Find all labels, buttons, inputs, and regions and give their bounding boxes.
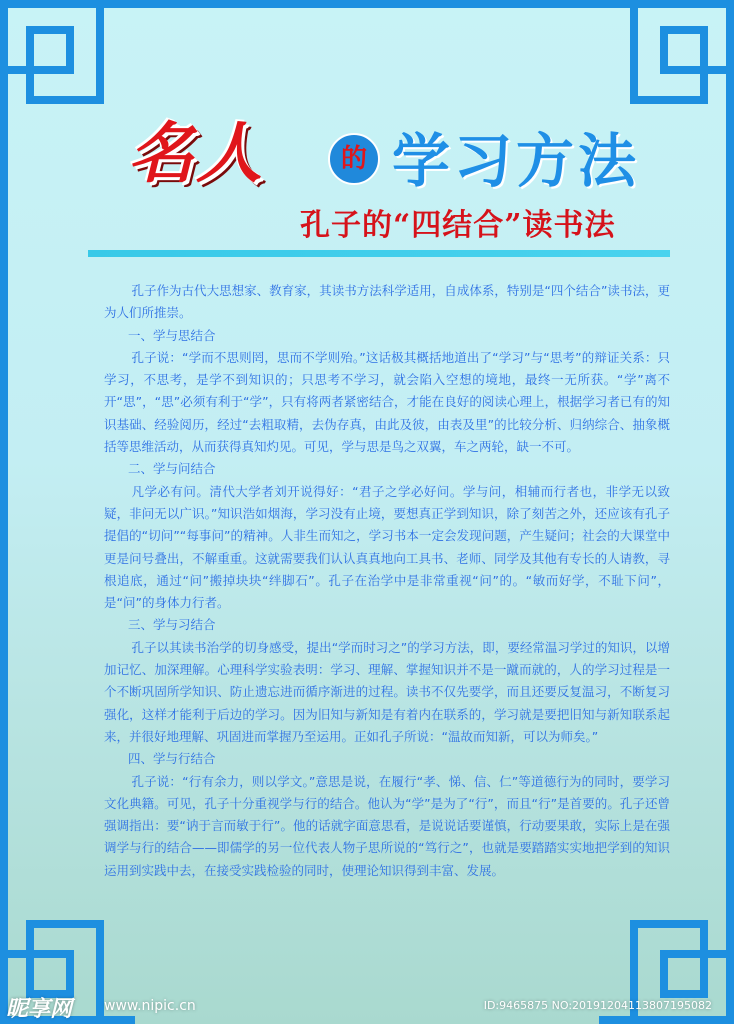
title-famous-people: 名人 [128, 115, 264, 192]
watermark-url: www.nipic.cn [104, 998, 196, 1014]
section-heading: 四、学与行结合 [128, 751, 216, 767]
watermark-id: ID:9465875 NO:20191204113807195082 [483, 999, 712, 1012]
page-title [120, 98, 680, 198]
frame-left-border [0, 115, 8, 915]
title-connector-badge: 的 [328, 133, 380, 185]
watermark-logo: 昵享网 [6, 997, 73, 1022]
section-heading: 一、学与思结合 [128, 327, 216, 343]
article-body [104, 280, 670, 882]
page-subtitle: 孔子的“四结合”读书法 [300, 208, 616, 243]
section-paragraph: 孔子说：“行有余力，则以学文。”意思是说，在履行“孝、悌、信、仁”等道德行为的同时，要学习文化典籍。可见，孔子十分重视学与行的结合。他认为“学”是为了“行”，而且“行”是首要的。孔子还曾强调指出：要“讷于言而敏于行”。他的话就字面意思看，是说说话要谨慎，行动要果敢，实际上是在强调学与行的结合——即儒学的另一位代表人物子思所说的“笃行之”，也就是要踏踏实实地把学到的知识运用到实践中去，在接受实践检验的同时，使理论知识得到丰富、发展。 [104, 773, 670, 878]
frame-right-border [726, 115, 734, 915]
section-paragraph: 孔子以其读书治学的切身感受，提出“学而时习之”的学习方法，即，要经常温习学过的知识，以增加记忆、加深理解。心理科学实验表明：学习、理解、掌握知识并不是一蹴而就的，人的学习过程是一个不断巩固所学知识、防止遗忘进而循序渐进的过程。读书不仅先要学，而且还要反复温习，不断复习强化，这样才能利于后边的学习。因为旧知与新知是有着内在联系的，学习就是要把旧知与新知联系起来，并很好地理解、巩固进而掌握乃至运用。正如孔子所说：“温故而知新，可以为师矣。” [104, 639, 670, 744]
frame-top-border [135, 0, 647, 8]
section-paragraph: 凡学必有问。清代大学者刘开说得好：“君子之学必好问。学与问，相辅而行者也，非学无以致疑，非问无以广识。”知识浩如烟海，学习没有止境，要想真正学到知识，除了刻苦之外，还应该有孔子提倡的“切问”“每事问”的精神。人非生而知之，学习书本一定会发现问题，产生疑问；社会的大课堂中更是问号叠出，不解重重。这就需要我们认认真真地向工具书、老师、同学及其他有专长的人请教，寻根追底，通过“问”搬掉块块“绊脚石”。孔子在治学中是非常重视“问”的。“敏而好学，不耻下问”，是“问”的身体力行者。 [104, 483, 670, 611]
article-intro: 孔子作为古代大思想家、教育家，其读书方法科学适用，自成体系，特别是“四个结合”读书法，更为人们所推崇。 [104, 283, 670, 321]
section-heading: 三、学与习结合 [128, 617, 216, 633]
title-learning-method: 学习方法 [392, 127, 641, 195]
corner-ornament-top-left [0, 0, 135, 135]
section-heading: 二、学与问结合 [128, 461, 216, 477]
section-paragraph: 孔子说：“学而不思则罔，思而不学则殆。”这话极其概括地道出了“学习”与“思考”的辩证关系：只学习，不思考，是学不到知识的；只思考不学习，就会陷入空想的境地，最终一无所获。“学”离不开“思”，“思”必须有利于“学”，只有将两者紧密结合，才能在良好的阅读心理上，根据学习者已有的知识基础、经验阅历，经过“去粗取精，去伪存真，由此及彼，由表及里”的比较分析、归纳综合、抽象概括等思维活动，从而获得真知灼见。可见，学与思是鸟之双翼，车之两轮，缺一不可。 [104, 349, 670, 455]
title-divider [88, 250, 670, 257]
